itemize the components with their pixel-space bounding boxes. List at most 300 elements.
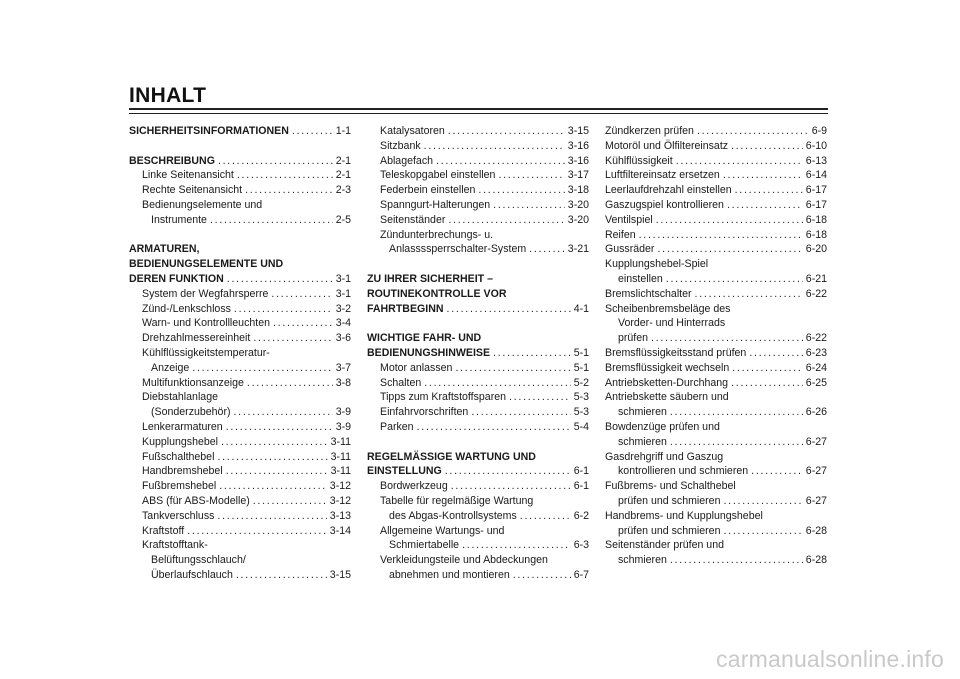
toc-page-number: 6-2 — [573, 509, 589, 522]
toc-entry-title: Reifen — [605, 228, 636, 241]
toc-entry — [129, 509, 351, 524]
toc-entry — [129, 346, 351, 361]
toc-page-number: 6-22 — [805, 287, 827, 300]
toc-entry — [605, 509, 827, 524]
toc-column-2 — [367, 124, 589, 583]
toc-entry — [367, 124, 589, 139]
toc-entry-title: Rechte Seitenansicht — [142, 184, 243, 197]
toc-entry-title: schmieren — [618, 554, 667, 567]
toc-page-number: 6-7 — [573, 568, 589, 581]
toc-leader-dots — [417, 420, 571, 435]
toc-page-number: 5-1 — [573, 361, 589, 374]
toc-entry — [367, 228, 589, 243]
toc-entry — [129, 405, 351, 420]
toc-entry-title: Gasdrehgriff und Gaszug — [605, 450, 724, 463]
toc-leader-dots — [234, 405, 333, 420]
toc-entry — [129, 450, 351, 465]
toc-entry-title: Kraftstofftank- — [142, 539, 208, 552]
toc-entry — [605, 361, 827, 376]
toc-page-number: 4-1 — [573, 302, 589, 315]
toc-page-number: 3-16 — [567, 154, 589, 167]
toc-leader-dots — [666, 272, 803, 287]
toc-entry-title: Antriebsketten-Durchhang — [605, 376, 729, 389]
toc-leader-dots — [227, 272, 333, 287]
toc-leader-dots — [247, 376, 333, 391]
toc-section-heading — [367, 287, 589, 302]
toc-page-number: 3-14 — [329, 524, 351, 537]
toc-gap — [367, 257, 589, 272]
toc-leader-dots — [455, 361, 570, 376]
toc-entry-title: Tabelle für regelmäßige Wartung — [380, 494, 534, 507]
toc-page-number: 6-17 — [805, 184, 827, 197]
toc-entry — [367, 154, 589, 169]
toc-page-number: 6-21 — [805, 272, 827, 285]
toc-entry-title: des Abgas-Kontrollsystems — [389, 509, 517, 522]
toc-leader-dots — [253, 331, 332, 346]
toc-entry-title: SICHERHEITSINFORMATIONEN — [129, 125, 289, 137]
toc-leader-dots — [493, 346, 571, 361]
toc-entry-title: Linke Seitenansicht — [142, 169, 234, 182]
toc-entry-title: Handbrems- und Kupplungshebel — [605, 509, 763, 522]
toc-entry — [367, 183, 589, 198]
toc-entry-title: Gaszugspiel kontrollieren — [605, 198, 724, 211]
toc-page-number: 6-22 — [805, 332, 827, 345]
toc-entry-title: Seitenständer prüfen und — [605, 539, 724, 552]
toc-leader-dots — [731, 139, 803, 154]
toc-leader-dots — [226, 420, 333, 435]
toc-page-number: 6-10 — [805, 139, 827, 152]
toc-leader-dots — [187, 524, 327, 539]
toc-leader-dots — [513, 568, 571, 583]
toc-entry — [129, 494, 351, 509]
toc-entry — [605, 376, 827, 391]
toc-section-heading — [367, 450, 589, 465]
toc-entry-title: Ventilspiel — [605, 213, 653, 226]
toc-entry — [367, 553, 589, 568]
toc-page-number: 3-13 — [329, 509, 351, 522]
toc-entry-title: Bremsflüssigkeit wechseln — [605, 361, 730, 374]
toc-entry-title: Multifunktionsanzeige — [142, 376, 244, 389]
toc-page-number: 3-11 — [330, 435, 351, 448]
toc-entry — [129, 302, 351, 317]
toc-page-number: 3-12 — [329, 494, 351, 507]
toc-entry — [367, 390, 589, 405]
toc-leader-dots — [723, 524, 802, 539]
toc-leader-dots — [697, 124, 809, 139]
toc-entry — [605, 553, 827, 568]
toc-leader-dots — [751, 464, 803, 479]
toc-entry-title: schmieren — [618, 435, 667, 448]
page-title: INHALT — [129, 84, 207, 107]
toc-page-number: 5-2 — [573, 376, 589, 389]
toc-entry — [605, 435, 827, 450]
toc-leader-dots — [493, 198, 565, 213]
toc-entry — [367, 139, 589, 154]
toc-entry — [129, 316, 351, 331]
toc-entry — [367, 198, 589, 213]
toc-leader-dots — [217, 509, 326, 524]
toc-leader-dots — [447, 302, 571, 317]
toc-entry-title: DEREN FUNKTION — [129, 272, 224, 285]
toc-leader-dots — [221, 435, 328, 450]
toc-entry — [129, 331, 351, 346]
toc-entry-title: Scheibenbremsbeläge des — [605, 302, 731, 315]
toc-entry-title: schmieren — [618, 406, 667, 419]
toc-entry — [367, 494, 589, 509]
toc-leader-dots — [670, 435, 803, 450]
toc-page-number: 3-9 — [335, 420, 351, 433]
toc-entry-title: Schmiertabelle — [389, 539, 460, 552]
toc-leader-dots — [657, 242, 802, 257]
toc-entry-title: Diebstahlanlage — [142, 391, 218, 404]
toc-page-number: 3-2 — [335, 302, 351, 315]
toc-page-number: 2-1 — [335, 154, 351, 167]
toc-leader-dots — [670, 405, 803, 420]
toc-leader-dots — [529, 242, 565, 257]
toc-leader-dots — [448, 213, 564, 228]
toc-entry — [129, 568, 351, 583]
toc-entry-title: Verkleidungsteile und Abdeckungen — [380, 554, 548, 567]
toc-leader-dots — [749, 346, 802, 361]
toc-page-number: 5-3 — [573, 391, 589, 404]
toc-entry-title: ZU IHRER SICHERHEIT – — [367, 272, 493, 285]
toc-page-number: 3-21 — [567, 243, 589, 256]
toc-entry — [367, 361, 589, 376]
toc-page-number: 3-15 — [329, 568, 351, 581]
toc-entry-title: Drehzahlmessereinheit — [142, 332, 251, 345]
toc-leader-dots — [651, 331, 803, 346]
toc-entry-title: Schalten — [380, 376, 422, 389]
toc-leader-dots — [732, 361, 803, 376]
toc-page-number: 6-23 — [805, 346, 827, 359]
toc-column-3 — [605, 124, 827, 568]
toc-entry — [129, 198, 351, 213]
toc-entry-title: Einfahrvorschriften — [380, 406, 469, 419]
toc-leader-dots — [226, 464, 328, 479]
toc-leader-dots — [424, 376, 570, 391]
toc-page-number: 6-9 — [811, 125, 827, 137]
toc-entry — [605, 405, 827, 420]
toc-leader-dots — [735, 183, 803, 198]
toc-page-number: 6-13 — [805, 154, 827, 167]
toc-entry-title: Leerlaufdrehzahl einstellen — [605, 184, 732, 197]
toc-entry-title: WICHTIGE FAHR- UND — [367, 332, 482, 345]
toc-leader-dots — [424, 139, 565, 154]
toc-entry-title: Lenkerarmaturen — [142, 420, 223, 433]
toc-entry — [129, 287, 351, 302]
toc-entry — [605, 242, 827, 257]
toc-entry-title: kontrollieren und schmieren — [618, 465, 749, 478]
toc-page-number: 6-27 — [805, 465, 827, 478]
toc-entry-title: Tipps zum Kraftstoffsparen — [380, 391, 507, 404]
toc-entry — [605, 524, 827, 539]
toc-entry — [367, 568, 589, 583]
toc-page-number: 3-11 — [330, 465, 351, 478]
toc-entry-title: Anzeige — [151, 361, 190, 374]
toc-entry-title: Warn- und Kontrollleuchten — [142, 317, 270, 330]
toc-entry — [605, 390, 827, 405]
toc-entry — [605, 183, 827, 198]
toc-entry — [605, 272, 827, 287]
toc-section-heading — [367, 302, 589, 317]
toc-page-number: 6-24 — [805, 361, 827, 374]
toc-gap — [129, 228, 351, 243]
toc-page-number: 6-1 — [573, 480, 589, 493]
watermark: carmanualsonline.info — [716, 646, 944, 672]
toc-entry — [129, 435, 351, 450]
toc-entry — [367, 538, 589, 553]
toc-page-number: 3-1 — [335, 287, 351, 300]
toc-column-1 — [129, 124, 351, 583]
toc-leader-dots — [245, 183, 333, 198]
toc-entry — [129, 553, 351, 568]
toc-leader-dots — [723, 494, 802, 509]
toc-leader-dots — [217, 450, 327, 465]
toc-entry-title: Seitenständer — [380, 213, 446, 226]
toc-section-heading — [367, 331, 589, 346]
toc-entry — [129, 168, 351, 183]
toc-entry — [605, 420, 827, 435]
title-rule-thin — [129, 113, 828, 114]
toc-entry — [605, 346, 827, 361]
toc-leader-dots — [695, 287, 803, 302]
toc-page-number: 5-3 — [573, 406, 589, 419]
toc-page-number: 3-16 — [567, 139, 589, 152]
toc-gap — [129, 139, 351, 154]
toc-section-heading — [129, 242, 351, 257]
toc-entry-title: Bremslichtschalter — [605, 287, 692, 300]
toc-entry-title: Teleskopgabel einstellen — [380, 169, 496, 182]
toc-entry-title: Kühlflüssigkeitstemperatur- — [142, 346, 270, 359]
toc-leader-dots — [192, 361, 332, 376]
toc-leader-dots — [436, 154, 565, 169]
toc-leader-dots — [478, 183, 564, 198]
toc-page-number: 2-1 — [335, 169, 351, 182]
toc-page-number: 3-7 — [335, 361, 351, 374]
toc-page-number: 2-5 — [335, 213, 351, 226]
toc-entry — [129, 361, 351, 376]
toc-section-heading — [367, 464, 589, 479]
toc-page-number: 6-27 — [805, 435, 827, 448]
toc-leader-dots — [723, 168, 803, 183]
toc-entry — [605, 124, 827, 139]
toc-entry — [367, 213, 589, 228]
toc-entry — [129, 183, 351, 198]
toc-leader-dots — [448, 124, 565, 139]
toc-page-number: 3-17 — [567, 169, 589, 182]
toc-page-number: 3-12 — [329, 480, 351, 493]
toc-page-number: 6-28 — [805, 554, 827, 567]
toc-entry — [605, 479, 827, 494]
toc-entry-title: Bedienungselemente und — [142, 198, 263, 211]
toc-leader-dots — [271, 287, 332, 302]
toc-entry-title: (Sonderzubehör) — [151, 406, 231, 419]
toc-entry-title: BESCHREIBUNG — [129, 154, 215, 167]
toc-page-number: 3-20 — [567, 198, 589, 211]
toc-leader-dots — [451, 479, 571, 494]
toc-entry-title: Motoröl und Ölfiltereinsatz — [605, 139, 729, 152]
toc-entry — [129, 376, 351, 391]
toc-entry — [129, 479, 351, 494]
toc-entry-title: Kraftstoff — [142, 524, 185, 537]
toc-page-number: 5-4 — [573, 420, 589, 433]
toc-entry-title: Allgemeine Wartungs- und — [380, 524, 505, 537]
toc-entry — [605, 316, 827, 331]
toc-leader-dots — [292, 124, 333, 139]
toc-gap — [367, 435, 589, 450]
title-rule-thick — [129, 108, 828, 110]
toc-page-number: 2-3 — [335, 184, 351, 197]
toc-section-heading — [129, 272, 351, 287]
toc-page-number: 3-8 — [335, 376, 351, 389]
toc-entry-title: BEDIENUNGSELEMENTE UND — [129, 258, 284, 271]
toc-entry — [367, 509, 589, 524]
toc-entry-title: Bremsflüssigkeitsstand prüfen — [605, 346, 747, 359]
toc-page-number: 6-25 — [805, 376, 827, 389]
toc-page-number: 6-27 — [805, 494, 827, 507]
toc-leader-dots — [731, 376, 803, 391]
toc-entry-title: Vorder- und Hinterrads — [618, 317, 726, 330]
toc-section-heading — [129, 154, 351, 169]
toc-entry-title: Federbein einstellen — [380, 184, 476, 197]
toc-entry — [129, 524, 351, 539]
toc-leader-dots — [219, 479, 327, 494]
toc-page-number: 6-26 — [805, 406, 827, 419]
toc-leader-dots — [656, 213, 803, 228]
toc-entry-title: Kühlflüssigkeit — [605, 154, 673, 167]
toc-page-number: 3-4 — [335, 317, 351, 330]
toc-entry — [129, 420, 351, 435]
toc-entry — [605, 464, 827, 479]
toc-entry-title: Belüftungsschlauch/ — [151, 554, 246, 567]
toc-entry-title: Spanngurt-Halterungen — [380, 198, 491, 211]
toc-entry-title: Antriebskette säubern und — [605, 391, 729, 404]
toc-entry-title: REGELMÄSSIGE WARTUNG UND — [367, 450, 536, 463]
toc-entry-title: Bowdenzüge prüfen und — [605, 420, 720, 433]
toc-entry-title: System der Wegfahrsperre — [142, 287, 269, 300]
toc-page-number: 3-15 — [567, 125, 589, 137]
toc-entry-title: einstellen — [618, 272, 663, 285]
toc-entry — [129, 464, 351, 479]
toc-page-number: 3-1 — [335, 272, 351, 285]
toc-page-number: 5-1 — [573, 346, 589, 359]
toc-entry — [605, 302, 827, 317]
toc-section-heading — [129, 124, 351, 139]
toc-page-number: 1-1 — [335, 125, 351, 137]
toc-entry — [605, 139, 827, 154]
toc-section-heading — [129, 257, 351, 272]
toc-gap — [367, 316, 589, 331]
toc-leader-dots — [471, 405, 570, 420]
toc-page-number: 3-11 — [330, 450, 351, 463]
toc-entry — [605, 213, 827, 228]
toc-entry-title: Kupplungshebel — [142, 435, 218, 448]
toc-section-heading — [367, 346, 589, 361]
toc-entry-title: Fußbrems- und Schalthebel — [605, 480, 736, 493]
toc-page-number: 3-9 — [335, 406, 351, 419]
toc-section-heading — [367, 272, 589, 287]
toc-entry-title: ABS (für ABS-Modelle) — [142, 494, 250, 507]
toc-entry — [367, 376, 589, 391]
toc-entry — [605, 257, 827, 272]
toc-leader-dots — [639, 228, 803, 243]
toc-entry-title: Handbremshebel — [142, 465, 223, 478]
toc-entry — [129, 390, 351, 405]
toc-entry-title: Bordwerkzeug — [380, 480, 448, 493]
toc-entry-title: ROUTINEKONTROLLE VOR — [367, 287, 507, 300]
toc-entry-title: abnehmen und montieren — [389, 568, 510, 581]
toc-entry-title: Luftfiltereinsatz ersetzen — [605, 169, 720, 182]
toc-entry-title: prüfen und schmieren — [618, 524, 721, 537]
toc-entry-title: Motor anlassen — [380, 361, 453, 374]
toc-leader-dots — [520, 509, 571, 524]
toc-leader-dots — [253, 494, 327, 509]
toc-entry-title: EINSTELLUNG — [367, 465, 442, 478]
toc-entry-title: Fußschalthebel — [142, 450, 215, 463]
toc-leader-dots — [727, 198, 803, 213]
toc-entry-title: prüfen — [618, 332, 649, 345]
toc-entry-title: Zündunterbrechungs- u. — [380, 228, 494, 241]
toc-entry — [367, 168, 589, 183]
toc-entry — [367, 479, 589, 494]
toc-leader-dots — [509, 390, 571, 405]
toc-leader-dots — [236, 568, 327, 583]
toc-leader-dots — [676, 154, 803, 169]
toc-entry-title: Kupplungshebel-Spiel — [605, 258, 709, 271]
toc-leader-dots — [462, 538, 571, 553]
toc-leader-dots — [670, 553, 803, 568]
toc-page-number: 6-18 — [805, 213, 827, 226]
toc-entry — [605, 494, 827, 509]
toc-entry-title: Ablagefach — [380, 154, 434, 167]
toc-page-number: 3-18 — [567, 184, 589, 197]
toc-leader-dots — [445, 464, 571, 479]
toc-entry-title: Tankverschluss — [142, 509, 215, 522]
toc-entry — [605, 287, 827, 302]
toc-entry-title: Zünd-/Lenkschloss — [142, 302, 231, 315]
toc-page-number: 6-1 — [573, 465, 589, 478]
toc-entry-title: Gussräder — [605, 243, 655, 256]
toc-entry — [605, 198, 827, 213]
toc-entry — [605, 168, 827, 183]
toc-entry-title: BEDIENUNGSHINWEISE — [367, 346, 491, 359]
toc-entry — [367, 524, 589, 539]
toc-entry-title: Fußbremshebel — [142, 480, 217, 493]
toc-page-number: 6-20 — [805, 243, 827, 256]
toc-page-number: 3-20 — [567, 213, 589, 226]
toc-page-number: 6-17 — [805, 198, 827, 211]
toc-leader-dots — [234, 302, 333, 317]
toc-page-number: 3-6 — [335, 332, 351, 345]
toc-entry — [605, 450, 827, 465]
toc-leader-dots — [273, 316, 333, 331]
toc-entry-title: Zündkerzen prüfen — [605, 125, 694, 137]
toc-entry-title: Katalysatoren — [380, 125, 445, 137]
toc-leader-dots — [237, 168, 333, 183]
toc-page-number: 6-18 — [805, 228, 827, 241]
toc-page-number: 6-28 — [805, 524, 827, 537]
toc-entry-title: prüfen und schmieren — [618, 494, 721, 507]
toc-entry — [605, 538, 827, 553]
toc-entry — [605, 228, 827, 243]
toc-entry-title: Parken — [380, 420, 414, 433]
toc-leader-dots — [498, 168, 564, 183]
toc-entry-title: Sitzbank — [380, 139, 421, 152]
toc-entry — [367, 242, 589, 257]
toc-entry-title: Überlaufschlauch — [151, 568, 233, 581]
toc-entry — [129, 213, 351, 228]
toc-entry — [367, 420, 589, 435]
